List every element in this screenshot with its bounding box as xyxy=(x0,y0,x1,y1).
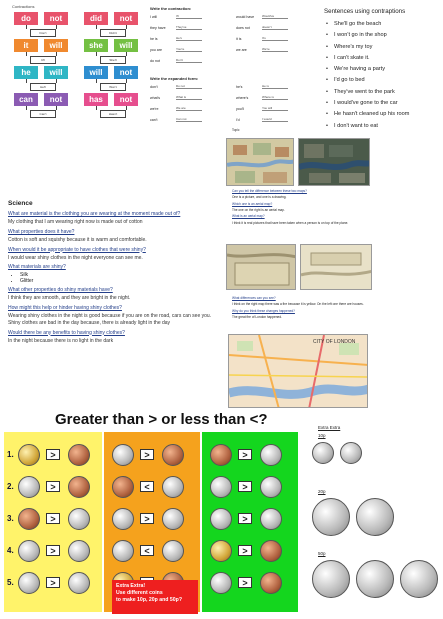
coin-icon xyxy=(68,540,90,562)
science-question: Would there be any benefits to having shiny clothes? xyxy=(8,329,125,336)
contraction-result: She'll xyxy=(100,56,126,64)
map-city-label: CITY OF LONDON xyxy=(313,339,356,345)
coin-icon xyxy=(312,442,334,464)
arrow-line xyxy=(96,52,97,56)
worksheet-answer: What is xyxy=(176,95,202,100)
contraction-result: It'll xyxy=(30,56,56,64)
worksheet-row xyxy=(236,95,288,100)
coin-icon xyxy=(18,540,40,562)
arrow-line xyxy=(56,106,57,110)
sentence-item: • I would've gone to the car xyxy=(324,98,440,109)
worksheet-word: he is xyxy=(150,36,158,41)
worksheet-row xyxy=(236,84,288,89)
comparison-sign: < xyxy=(140,481,154,492)
worksheet-row xyxy=(150,117,202,122)
arrow-line xyxy=(126,106,127,110)
comparison-sign: > xyxy=(46,481,60,492)
worksheet-answer: You will xyxy=(262,106,288,111)
topic-question: What differences can you see? xyxy=(232,296,276,300)
topic-answer: One is a picture, and one is a drawing. xyxy=(232,195,287,200)
comparison-sign: > xyxy=(46,577,60,588)
coin-icon xyxy=(112,508,134,530)
coin-icon xyxy=(356,498,394,536)
contraction-worksheet xyxy=(150,4,320,126)
contraction-result: Hasn't xyxy=(100,110,126,118)
sentence-item: • They've went to the park xyxy=(324,87,440,98)
contraction-word-b: not xyxy=(114,12,138,25)
contractions-grid xyxy=(10,12,146,122)
arrow-line xyxy=(126,25,127,29)
arrow-line xyxy=(26,106,27,110)
worksheet-word: we're xyxy=(150,106,159,111)
worksheet-row xyxy=(236,47,288,52)
comparison-panel-yellow xyxy=(4,432,102,612)
comparison-sign: > xyxy=(140,449,154,460)
worksheet-word: don't xyxy=(150,84,158,89)
coin-icon xyxy=(162,476,184,498)
row-number: 2. xyxy=(7,482,14,491)
worksheet-answer: Do not xyxy=(176,84,202,89)
arrow-line xyxy=(126,52,127,56)
arrow-line xyxy=(126,79,127,83)
contraction-card xyxy=(10,93,78,127)
worksheet-answer: Would've xyxy=(262,14,288,19)
science-answer: My clothing that I am wearing right now is made out of cotton xyxy=(8,219,143,225)
contraction-card xyxy=(80,93,148,127)
arrow-line xyxy=(96,25,97,29)
sentence-item: • We're having a party xyxy=(324,64,440,75)
worksheet-word: do not xyxy=(150,58,160,63)
science-question: What materials are shiny? xyxy=(8,264,66,271)
worksheet-row xyxy=(150,36,202,41)
coin-icon xyxy=(18,476,40,498)
coin-icon xyxy=(162,540,184,562)
arrow-line xyxy=(96,79,97,83)
topic-answer: The one on the right is an aerial map. xyxy=(232,208,285,213)
topic-questions xyxy=(232,190,432,228)
coin-icon xyxy=(18,572,40,594)
science-bullet: • Silk xyxy=(20,272,220,278)
old-map-image-right xyxy=(300,244,372,290)
worksheet-row xyxy=(150,25,202,30)
comparison-sign: > xyxy=(238,449,252,460)
map-drawing-image xyxy=(226,138,294,186)
worksheet-answer: doesn't xyxy=(262,25,288,30)
contraction-word-b: not xyxy=(114,93,138,106)
worksheet-answer: We are xyxy=(176,106,202,111)
worksheet-word: you are xyxy=(150,47,162,52)
science-question: What are material is the clothing you are wearing at the moment made out of? xyxy=(8,211,181,217)
coin-icon xyxy=(312,498,350,536)
contraction-result: Won't xyxy=(100,83,126,91)
row-number: 3. xyxy=(7,514,14,523)
sentences-title: Sentences using contraptions xyxy=(324,8,406,15)
coin-icon xyxy=(260,540,282,562)
science-bullets xyxy=(20,272,220,284)
sentence-item: • She'll go the beach xyxy=(324,19,440,30)
contractions-title: Contractions xyxy=(12,4,35,9)
science-answer: Cotton is soft and squishy because it is warm and comfortable. xyxy=(8,236,147,243)
comparison-panel-green xyxy=(202,432,298,612)
coin-icon xyxy=(68,508,90,530)
worksheet-word: they have xyxy=(150,25,166,30)
comparison-sign: > xyxy=(238,577,252,588)
coin-icon xyxy=(260,444,282,466)
write-contraction-title: Write the contraction: xyxy=(150,6,192,11)
contraction-word-b: will xyxy=(44,39,68,52)
extra-box: Extra Extra! Use different coins to make 10p, 20p and 50p? xyxy=(112,580,198,614)
worksheet-answer: Where is xyxy=(262,95,288,100)
worksheet-row xyxy=(236,25,288,30)
contraction-word-a: has xyxy=(84,93,108,106)
coin-icon xyxy=(210,476,232,498)
amount-label: 10p xyxy=(318,433,326,438)
worksheet-word: can't xyxy=(150,117,158,122)
expanded-form-title: Write the expanded form: xyxy=(150,76,199,81)
coin-icon xyxy=(210,508,232,530)
contraction-word-b: will xyxy=(114,39,138,52)
comparison-sign: > xyxy=(238,545,252,556)
coin-icon xyxy=(340,442,362,464)
coin-icon xyxy=(18,508,40,530)
science-question: How might this help or hinder having shiny clothes? xyxy=(8,305,122,311)
arrow-line xyxy=(96,106,97,110)
coin-icon xyxy=(112,540,134,562)
coin-icon xyxy=(18,444,40,466)
worksheet-row xyxy=(150,58,202,63)
worksheet-word: he's xyxy=(236,84,243,89)
contraction-result: Can't xyxy=(30,110,56,118)
extra-coins xyxy=(306,432,440,618)
extra-extra-title: Extra Extra xyxy=(318,425,341,430)
worksheet-word: where's xyxy=(236,95,249,100)
topic-title: Topic xyxy=(232,128,240,132)
worksheet-answer: It's xyxy=(262,36,288,41)
contraction-result: He'll xyxy=(30,83,56,91)
aerial-map-image xyxy=(298,138,370,186)
coin-icon xyxy=(260,572,282,594)
row-number: 4. xyxy=(7,546,14,555)
sentence-item: • He hasn't cleaned up his room xyxy=(324,109,440,120)
amount-label: 20p xyxy=(318,489,326,494)
worksheet-row xyxy=(150,47,202,52)
coin-icon xyxy=(210,572,232,594)
topic-question: Why do you think these changes happened? xyxy=(232,308,295,313)
science-question: What properties does it have? xyxy=(8,228,75,235)
row-number: 1. xyxy=(7,450,14,459)
contraction-word-a: he xyxy=(14,66,38,79)
comparison-panels xyxy=(0,428,300,618)
worksheet-row xyxy=(236,36,288,41)
arrow-line xyxy=(56,79,57,83)
worksheet-word: it is xyxy=(236,36,242,41)
science-answer: In the night because there is no light in the dark xyxy=(8,337,114,344)
coin-icon xyxy=(112,444,134,466)
contraction-word-b: not xyxy=(44,93,68,106)
london-map-image xyxy=(228,334,368,408)
amount-label: 50p xyxy=(318,551,326,556)
worksheet-answer: Don't xyxy=(176,58,202,63)
worksheet-answer: You're xyxy=(176,47,202,52)
worksheet-answer: He's xyxy=(176,36,202,41)
arrow-line xyxy=(56,25,57,29)
contraction-word-b: will xyxy=(44,66,68,79)
worksheet-row xyxy=(150,106,202,111)
science-question: When would it be appropriate to have clothes that were shiny? xyxy=(8,246,146,253)
topic-answer: The great fire of London happened. xyxy=(232,315,282,320)
coin-icon xyxy=(312,560,350,598)
contraction-word-a: she xyxy=(84,39,108,52)
worksheet-word: I'd xyxy=(236,117,240,122)
coin-icon xyxy=(68,444,90,466)
topic-question: What is an aerial map? xyxy=(232,214,265,219)
sentences-panel xyxy=(324,8,440,132)
sentence-item: • I'd go to bed xyxy=(324,75,440,86)
coin-icon xyxy=(210,444,232,466)
comparison-sign: < xyxy=(140,545,154,556)
worksheet-answer: We're xyxy=(262,47,288,52)
contraction-word-a: can xyxy=(14,93,38,106)
science-qa-2 xyxy=(8,287,220,344)
sentence-item: • I can't skate it. xyxy=(324,53,440,64)
worksheet-row xyxy=(236,106,288,111)
science-section xyxy=(8,200,220,344)
worksheet-word: we are xyxy=(236,47,247,52)
worksheet-row xyxy=(150,95,202,100)
comparison-sign: > xyxy=(46,449,60,460)
worksheet-word: you'll xyxy=(236,106,245,111)
worksheet-word: what's xyxy=(150,95,161,100)
science-answer: Wearing shiny clothes in the night is good because if you are on the road, cars can see you. Shiny clothes are bad in the day because, there is already light in the day xyxy=(8,313,212,326)
sentence-item: • I don't want to eat xyxy=(324,121,440,132)
arrow-line xyxy=(26,79,27,83)
comparison-sign: > xyxy=(238,513,252,524)
contraction-word-b: not xyxy=(114,66,138,79)
contraction-word-a: it xyxy=(14,39,38,52)
coin-icon xyxy=(162,444,184,466)
coin-icon xyxy=(68,572,90,594)
sentence-item: • I won't go in the shop xyxy=(324,30,440,41)
worksheet-answer: I would xyxy=(262,117,288,122)
arrow-line xyxy=(26,52,27,56)
topic-question: Can you tell the difference between these two maps? xyxy=(232,189,307,193)
worksheet-answer: I'll xyxy=(176,14,202,19)
worksheet-word: would have xyxy=(236,14,255,19)
coin-icon xyxy=(68,476,90,498)
coin-icon xyxy=(112,476,134,498)
science-question: What other properties do shiny materials have? xyxy=(8,287,113,294)
coin-icon xyxy=(210,540,232,562)
topic-questions-2 xyxy=(232,297,432,322)
coin-icon xyxy=(260,476,282,498)
science-title: Science xyxy=(8,200,33,207)
worksheet-answer: They've xyxy=(176,25,202,30)
worksheet-row xyxy=(150,84,202,89)
arrow-line xyxy=(56,52,57,56)
comparison-sign: > xyxy=(46,513,60,524)
topic-answer: I think on the right map there was a fire because it is yellow. On the left one there are houses. xyxy=(232,302,364,307)
contraction-word-a: do xyxy=(14,12,38,25)
old-map-image-left xyxy=(226,244,296,290)
topic-question: Which one is an aerial map? xyxy=(232,201,273,206)
worksheet-answer: Can not xyxy=(176,117,202,122)
worksheet-word: I will xyxy=(150,14,157,19)
arrow-line xyxy=(26,25,27,29)
coin-icon xyxy=(162,508,184,530)
coin-icon xyxy=(400,560,438,598)
comparison-sign: > xyxy=(46,545,60,556)
contraction-word-a: did xyxy=(84,12,108,25)
contraction-word-b: not xyxy=(44,12,68,25)
coin-icon xyxy=(356,560,394,598)
sentence-item: • Where's my toy xyxy=(324,42,440,53)
row-number: 5. xyxy=(7,578,14,587)
worksheet-word: does not xyxy=(236,25,250,30)
contraction-result: Didn't xyxy=(100,29,126,37)
contraction-result: Don't xyxy=(30,29,56,37)
science-answer: I would wear shiny clothes in the night everyone can see me. xyxy=(8,254,143,261)
worksheet-row xyxy=(236,117,288,122)
topic-answer: I think it is real pictures that have been taken when a person is on top of the plane. xyxy=(232,220,349,225)
science-answer: I think they are smooth, and they are bright in the night. xyxy=(8,295,131,302)
comparison-sign: > xyxy=(140,513,154,524)
science-bullet: • Glitter xyxy=(20,278,220,284)
comparison-sign: > xyxy=(238,481,252,492)
sentences-list xyxy=(324,19,440,132)
worksheet-row xyxy=(150,14,202,19)
worksheet-answer: He is xyxy=(262,84,288,89)
worksheet-row xyxy=(236,14,288,19)
science-qa xyxy=(8,211,220,270)
coin-icon xyxy=(260,508,282,530)
comparison-title: Greater than > or less than <? xyxy=(55,411,268,428)
contraction-word-a: will xyxy=(84,66,108,79)
